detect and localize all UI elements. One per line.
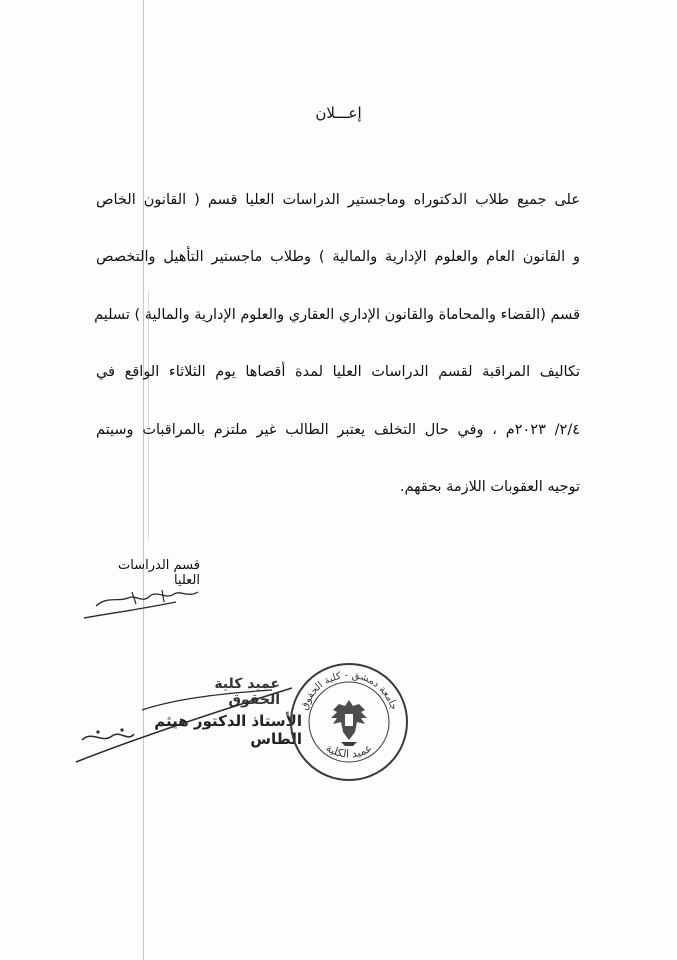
body-line: تكاليف المراقبة لقسم الدراسات العليا لمدة أقصاها يوم الثلاثاء الواقع في — [96, 364, 580, 381]
announcement-title: إعـــلان — [315, 104, 362, 122]
body-line: ٢/٤/ ٢٠٢٣م ، وفي حال التخلف يعتبر الطالب غير ملتزم بالمراقبات وسيتم — [96, 421, 580, 438]
seal-inner-text: عميد الكلية — [323, 741, 375, 761]
eagle-emblem-icon — [331, 700, 367, 746]
department-handwritten-signature — [76, 584, 206, 624]
department-signature-label: قسم الدراسات العليا — [118, 558, 200, 588]
body-line: توجيه العقوبات اللازمة بحقهم. — [399, 478, 580, 495]
dean-handwritten-signature — [72, 670, 312, 770]
announcement-body — [96, 172, 580, 516]
dean-title: عميد كلية الحقوق — [214, 676, 280, 708]
seal-outer-text: جامعة دمشق - كلية الحقوق — [298, 669, 400, 712]
body-line: و القانون العام والعلوم الإدارية والمالية ) وطلاب ماجستير التأهيل والتخصص — [96, 249, 580, 266]
body-line: قسم (القضاء والمحاماة والقانون الإداري العقاري والعلوم الإدارية والمالية ) تسليم — [94, 306, 580, 323]
body-line: على جميع طلاب الدكتوراه وماجستير الدراسات العليا قسم ( القانون الخاص — [96, 192, 580, 208]
dean-name: الأستاذ الدكتور هيثم الطاس — [154, 712, 302, 748]
faculty-seal — [287, 660, 411, 784]
